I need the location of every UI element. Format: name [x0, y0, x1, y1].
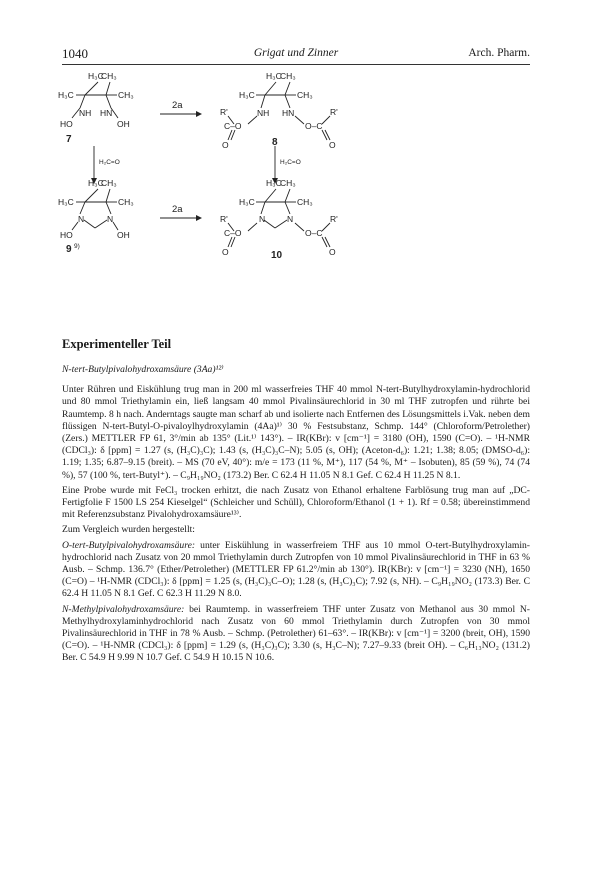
atom-label: OH — [117, 119, 130, 129]
compound-number-9: 9 — [66, 244, 72, 255]
atom-label: NH — [79, 108, 92, 118]
atom-label: H₃C — [58, 90, 74, 100]
compound-heading: N-tert-Butylpivalohydroxamsäure (3Aa)¹²⁾ — [62, 364, 224, 375]
atom-label: O — [222, 140, 229, 150]
atom-label: O–C — [305, 121, 323, 131]
atom-label: O — [329, 140, 336, 150]
atom-label: H₃C — [266, 178, 282, 188]
atom-label: H₃C — [88, 178, 104, 188]
paragraph: Eine Probe wurde mit FeCl₃ trocken erhitzt, die nach Zusatz von Ethanol erhaltene Farblösung trug man auf „DC-Fertigfolie F 1500 LS 254 Kieselgel“ (Schleicher und Schüll), Chloroform/Ethanol (1 + 1). Rf = 0.58; übereinstimmend mit Referenzsubstanz Pivalohydroxamsäure¹³⁾. — [62, 484, 530, 521]
running-head-authors: Grigat und Zinner — [253, 47, 339, 59]
compound-number-10: 10 — [271, 250, 283, 261]
atom-label: R' — [330, 107, 338, 117]
reagent-label: H₂C=O — [280, 159, 301, 166]
atom-label: HO — [60, 119, 73, 129]
paragraph: Unter Rühren und Eiskühlung trug man in 200 ml wasserfreies THF 40 mmol N-tert-Butylhydroxylamin-hydrochlorid und 80 mmol Triethylamin ein, ließ langsam 40 mmol Pivalinsäurechlorid in 30 ml THF zutropfen und rührte bei Raumtemp. 8 h nach. Anderntags saugte man scharf ab und isolierte nach Entfernen des Lösungsmittels i.Vak. neben dem flüssigen N-tert-Butyl-O-pivaloylhydroxylamin (4Aa)¹⁾ 30 % Festsubstanz, Schmp. 144° (Chloroform/Petrolether) (Zers.) METTLER FP 61, 3°/min ab 135° (Lit.¹⁾ 143°). – IR(KBr): v [cm⁻¹] = 3180 (OH), 1590 (C=O). – ¹H-NMR (CDCl₃): δ [ppm] = 1.27 (s, (H₃C)₃C); 1.43 (s, (H₃C)₃C–N); 5.05 (s, OH); (Aceton-d₆): 1.21; 1.38; 8.05; (DMSO-d₆): 1.19; 1.35; 6.87–9.15 (breit). – MS (70 eV, 40°): m/e = 173 (11 %, M⁺), 117 (54 %, M⁺ – Isobuten), 85 (59 %), 74 (74 %), 57 (100 %, tert-Butyl⁺). – C₉H₁₉NO₂ (173.2) Ber. C 62.4 H 11.05 N 8.1 Gef. C 62.4 H 11.25 N 8.1. — [62, 384, 530, 481]
atom-label: OH — [117, 230, 130, 240]
compound-number-8: 8 — [272, 137, 278, 148]
atom-label: H₃C — [88, 71, 104, 81]
paragraph: N-Methylpivalohydroxamsäure: bei Raumtemp. in wasserfreiem THF unter Zusatz von Methanol aus 30 mmol N-Methylhydroxylaminhydrochlorid nach Zusatz von 60 mmol Triethylamin durch Zutropfen von 30 mmol Pivalinsäurechlorid in THF in 78 % Ausb. – Schmp. (Petrolether) 61–63°. – IR(KBr): v [cm⁻¹] = 3200 (breit, OH), 1590 (C=O). – ¹H-NMR (CDCl₃): δ [ppm] = 1.29 (s, (H₃C)₃C); 3.30 (s, H₃C–N); 7.27–9.33 (breit OH). – C₆H₁₃NO₂ (131.2) Ber. C 54.9 H 9.99 N 10.7 Gef. C 54.9 H 10.15 N 10.6. — [62, 603, 530, 664]
atom-label: HN — [282, 108, 295, 118]
atom-label: CH₃ — [101, 71, 117, 81]
atom-label: CH₃ — [297, 90, 313, 100]
atom-label: CH₃ — [118, 197, 134, 207]
atom-label: H₃C — [239, 197, 255, 207]
atom-label: C–O — [224, 121, 242, 131]
reaction-scheme — [0, 66, 600, 266]
atom-label: CH₃ — [118, 90, 134, 100]
atom-label: O–C — [305, 228, 323, 238]
reagent-label: 2a — [172, 100, 183, 111]
journal-name: Arch. Pharm. — [468, 47, 530, 59]
page-number: 1040 — [62, 46, 88, 61]
compound-9-reference: 9) — [74, 243, 80, 250]
atom-label: H₃C — [239, 90, 255, 100]
atom-label: N — [259, 214, 266, 224]
atom-label: O — [222, 247, 229, 257]
atom-label: N — [287, 214, 294, 224]
atom-label: CH₃ — [101, 178, 117, 188]
atom-label: HN — [100, 108, 113, 118]
atom-label: R' — [220, 214, 228, 224]
atom-label: N — [107, 214, 114, 224]
atom-label: CH₃ — [280, 178, 296, 188]
section-title: Experimenteller Teil — [62, 337, 172, 351]
atom-label: R' — [330, 214, 338, 224]
compound-name: N-Methylpivalohydroxamsäure: — [62, 603, 185, 615]
atom-label: O — [329, 247, 336, 257]
atom-label: C–O — [224, 228, 242, 238]
paragraph: Zum Vergleich wurden hergestellt: — [62, 524, 195, 536]
atom-label: N — [78, 214, 85, 224]
atom-label: NH — [257, 108, 270, 118]
atom-label: H₃C — [266, 71, 282, 81]
atom-label: HO — [60, 230, 73, 240]
atom-label: R' — [220, 107, 228, 117]
reagent-label: 2a — [172, 204, 183, 215]
compound-name: O-tert-Butylpivalohydroxamsäure: — [62, 539, 196, 551]
atom-label: CH₃ — [297, 197, 313, 207]
reagent-label: H₂C=O — [99, 159, 120, 166]
page-header — [62, 46, 530, 65]
paragraph: O-tert-Butylpivalohydroxamsäure: unter Eiskühlung in wasserfreiem THF aus 10 mmol O-tert-Butylhydroxylamin-hydrochlorid nach Zusatz von 20 mmol Triethylamin durch Zutropfen von 10 mmol Pivalinsäurechlorid in THF in 63 % Ausb. – Schmp. 136.7° (Ether/Petrolether) (METTLER FP 61.2°/min ab 130°). IR(KBr): v [cm⁻¹] = 3230 (NH), 1650 (C=O) – ¹H-NMR (CDCl₃): δ [ppm] = 1.25 (s, (H₃C)₃C–O); 1.28 (s, (H₃C)₃C); 7.92 (s, NH). – C₉H₁₉NO₂ (173.3) Ber. C 62.4 H 11.05 N 8.1 Gef. C 62.3 H 11.29 N 8.0. — [62, 539, 530, 600]
body-text — [62, 364, 530, 668]
compound-number-7: 7 — [66, 134, 72, 145]
atom-label: CH₃ — [280, 71, 296, 81]
atom-label: H₃C — [58, 197, 74, 207]
